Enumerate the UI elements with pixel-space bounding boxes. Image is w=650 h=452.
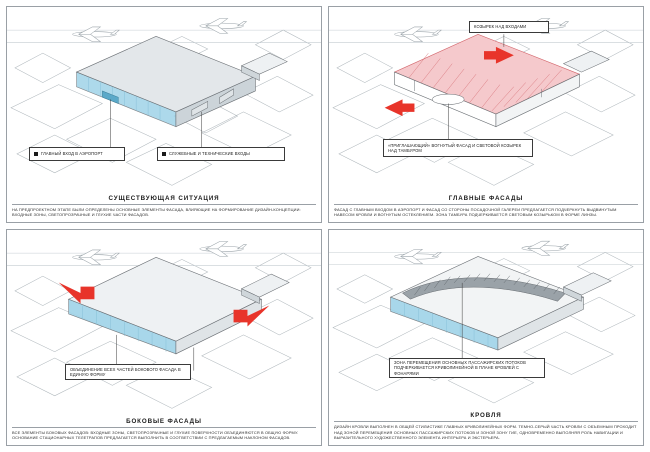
caption-body: ДИЗАЙН КРОВЛИ ВЫПОЛНЕН В ОБЩЕЙ СТИЛИСТИКЕ ГЛАВНЫХ КРИВОЛИНЕЙНЫХ ФОРМ. ТЕМНО-СЕРЫЙ ЧАСТЬ КРОВЛИ С ОБЪЕМНЫМ ПРОХОДИТ НАД ЗОНОЙ ПЕРЕМЕЩЕНИЯ ОСНОВНЫХ ПАССАЖИРСКИХ ПОТОКОВ И ЗОНОЙ ЗОНУ ГИЕ, ОДНОВРЕМЕННО ВЫПОЛНЯЯ РОЛЬ НАВИГАЦИИ И ВЫРАЗИТЕЛЬНОГО ХУДОЖЕСТВЕННОГО ЭЛЕМЕНТА ИНТЕРЬЕРА И ЭКСТЕРЬЕРА.	[334, 424, 637, 441]
callout-text: СЛУЖЕБНЫЕ И ТЕХНИЧЕСКИЕ ВХОДЫ	[169, 151, 250, 157]
caption-body: НА ПРЕДПРОЕКТНОМ ЭТАПЕ БЫЛИ ОПРЕДЕЛЕНЫ ОСНОВНЫЕ ЭЛЕМЕНТЫ ФАСАДА, ВЛИЯЮЩИЕ НА ФОРМИРОВАНИЕ ДИЗАЙН-КОНЦЕПЦИИ: ВХОДНЫЕ ЗОНЫ, СВЕТОПРОЗРАЧНЫЕ И ГЛУХИЕ ЧАСТИ ФАСАДОВ.	[12, 206, 301, 218]
callout-service-entrances	[157, 147, 285, 161]
caption-main-facades	[329, 192, 643, 222]
axonometric-drawing-existing	[7, 7, 321, 192]
axonometric-drawing-roof	[329, 230, 643, 409]
caption-title: СУЩЕСТВУЮЩАЯ СИТУАЦИЯ	[12, 195, 316, 205]
callout-text: ОБЪЕДИНЕНИЕ ВСЕХ ЧАСТЕЙ БОКОВОГО ФАСАДА В ЕДИНУЮ ФОРМУ	[70, 366, 181, 377]
panel-main-facades	[328, 6, 644, 223]
caption-title: КРОВЛЯ	[334, 412, 638, 422]
callout-text: ГЛАВНЫЙ ВХОД В АЭРОПОРТ	[41, 151, 103, 157]
axonometric-drawing-side-facades	[7, 230, 321, 415]
caption-roof	[329, 409, 643, 445]
callout-text: «ПРИГЛАШАЮЩИЙ» ВОГНУТЫЙ ФАСАД И СВЕТОВОЙ КОЗЫРЕК НАД ТАМБУРОМ	[388, 142, 522, 153]
callout-text: ЗОНА ПЕРЕМЕЩЕНИЯ ОСНОВНЫХ ПАССАЖИРСКИХ ПОТОКОВ ПОДЧЕРКИВАЕТСЯ КРИВОЛИНЕЙНОЙ В ПЛАНЕ КРОВЛЕЙ С ФОНАРЯМИ	[394, 360, 526, 376]
callout-passenger-flow-roof	[389, 358, 545, 378]
axonometric-drawing-main-facades	[329, 7, 643, 192]
caption-body: ВСЕ ЭЛЕМЕНТЫ БОКОВЫХ ФАСАДОВ: ВХОДНЫЕ ЗОНЫ, СВЕТОПРОЗРАЧНЫЕ И ГЛУХИЕ ПОВЕРХНОСТИ ОБЪЕДИНЯЮТСЯ В ОБЩУЮ ФОРМУ. ОСНОВАНИЕ СТАЦИОНАРНЫХ ТЕЛЕТРАПОВ ПРЕДЛАГАЕТСЯ ВЫПОЛНИТЬ В СООТВЕТСТВИИ С ПРЕДЛАГАЕМЫМ НАКЛОНОМ ФАСАДОВ.	[12, 429, 299, 441]
scene-main-facades	[329, 7, 643, 192]
scene-existing-situation	[7, 7, 321, 192]
callout-canopy-over-entrances	[469, 21, 549, 33]
caption-existing-situation	[7, 192, 321, 222]
callout-main-entrance	[29, 147, 125, 161]
scene-side-facades	[7, 230, 321, 415]
caption-title: БОКОВЫЕ ФАСАДЫ	[12, 418, 316, 428]
panel-existing-situation	[6, 6, 322, 223]
callout-unified-side-facade	[65, 364, 191, 380]
caption-side-facades	[7, 415, 321, 445]
caption-title: ГЛАВНЫЕ ФАСАДЫ	[334, 195, 638, 205]
panel-side-facades	[6, 229, 322, 446]
scene-roof	[329, 230, 643, 409]
callout-text: КОЗЫРЕК НАД ВХОДАМИ	[474, 24, 527, 30]
panel-roof	[328, 229, 644, 446]
caption-body: ФАСАД С ГЛАВНЫМ ВХОДОМ В АЭРОПОРТ И ФАСАД СО СТОРОНЫ ПОСАДОЧНОЙ ГАЛЕРЕИ ПРЕДЛАГАЕТСЯ ПОДЧЕРКНУТЬ ВЫДВИНУТЫМ НАВЕСОМ КРОВЛИ И ВОГНУТЫМ ОСТЕКЛЕНИЕМ. ЗОНА ТАМБУРА ПОДЧЕРКИВАЕТСЯ СВЕТОВЫМ КОЗЫРЬКОМ В ФОРМЕ ЛИНЗЫ.	[334, 206, 617, 218]
callout-concave-facade-lens	[383, 139, 533, 157]
